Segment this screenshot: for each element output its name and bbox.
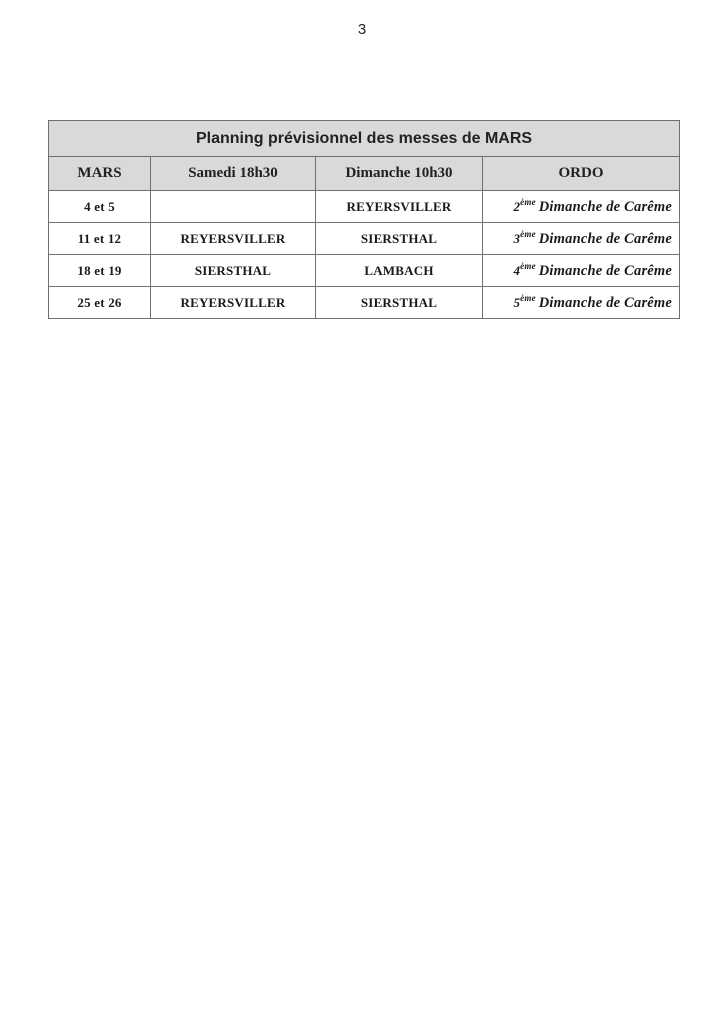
- ordo-suffix: ème: [520, 261, 536, 271]
- cell-ordo: [483, 223, 680, 255]
- cell-ordo: [483, 191, 680, 223]
- cell-dimanche: REYERSVILLER: [316, 191, 483, 223]
- table-title: Planning prévisionnel des messes de MARS: [49, 121, 680, 157]
- page-number: 3: [357, 21, 367, 38]
- cell-samedi: REYERSVILLER: [151, 287, 316, 319]
- ordo-number: 2: [513, 199, 521, 214]
- cell-dates: 4 et 5: [49, 191, 151, 223]
- column-header-samedi: Samedi 18h30: [151, 157, 316, 191]
- cell-samedi: [151, 191, 316, 223]
- mass-schedule-table: [48, 120, 680, 319]
- ordo-number: 3: [513, 231, 521, 246]
- ordo-number: 4: [513, 263, 521, 278]
- table-header-row: [49, 157, 680, 191]
- cell-dimanche: LAMBACH: [316, 255, 483, 287]
- ordo-text: Dimanche de Carême: [538, 263, 673, 279]
- ordo-number: 5: [513, 295, 521, 310]
- column-header-mars: MARS: [49, 157, 151, 191]
- ordo-suffix: ème: [520, 229, 536, 239]
- cell-samedi: REYERSVILLER: [151, 223, 316, 255]
- table-row: [49, 255, 680, 287]
- table-title-row: [49, 121, 680, 157]
- cell-ordo: [483, 287, 680, 319]
- ordo-text: Dimanche de Carême: [538, 231, 673, 247]
- table-row: [49, 223, 680, 255]
- ordo-text: Dimanche de Carême: [538, 295, 673, 311]
- ordo-text: Dimanche de Carême: [538, 199, 673, 215]
- cell-ordo: [483, 255, 680, 287]
- cell-dates: 18 et 19: [49, 255, 151, 287]
- column-header-dimanche: Dimanche 10h30: [316, 157, 483, 191]
- cell-dates: 25 et 26: [49, 287, 151, 319]
- cell-dimanche: SIERSTHAL: [316, 287, 483, 319]
- ordo-suffix: ème: [520, 197, 536, 207]
- column-header-ordo: ORDO: [483, 157, 680, 191]
- table-row: [49, 287, 680, 319]
- cell-dimanche: SIERSTHAL: [316, 223, 483, 255]
- cell-dates: 11 et 12: [49, 223, 151, 255]
- ordo-suffix: ème: [520, 293, 536, 303]
- cell-samedi: SIERSTHAL: [151, 255, 316, 287]
- table-row: [49, 191, 680, 223]
